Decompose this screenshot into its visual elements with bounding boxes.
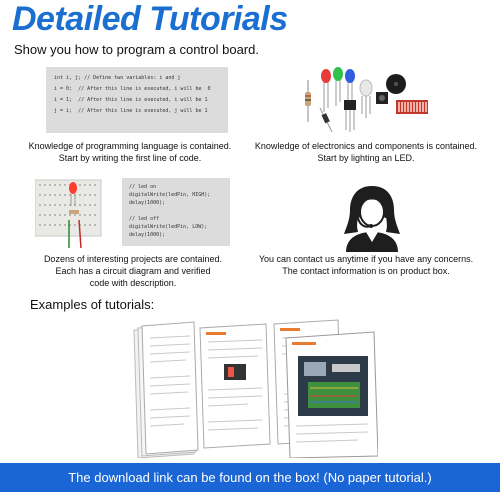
download-banner: The download link can be found on the box! (No paper tutorial.) [0, 463, 500, 492]
examples-label: Examples of tutorials: [30, 297, 155, 312]
code-line: delay(1000); [129, 232, 166, 238]
code-line: j = i; // After this line is executed, j will be 1 [54, 108, 208, 114]
caption-line: Dozens of interesting projects are contained. [43, 254, 223, 264]
breadboard-led-icon [35, 176, 115, 248]
caption-line: The contact information is on product box. [282, 266, 450, 276]
caption-line: Start by lighting an LED. [317, 153, 415, 163]
tutorial-pages-icon [128, 318, 378, 458]
code-line: int i, j; // Define two variables: i and j [54, 75, 181, 81]
page-title: Detailed Tutorials [12, 0, 288, 38]
code-line: digitalWrite(ledPin, LOW); [129, 224, 208, 230]
code-line: delay(1000); [129, 200, 166, 206]
caption-line: Knowledge of programming language is contained. [28, 141, 232, 151]
caption-programming [20, 140, 240, 164]
customer-support-icon [336, 180, 408, 252]
caption-contact [248, 253, 484, 277]
code-line: digitalWrite(ledPin, HIGH); [129, 192, 211, 198]
caption-line: Each has a circuit diagram and verified [55, 266, 211, 276]
caption-electronics [248, 140, 484, 164]
caption-projects [20, 253, 246, 289]
code-line: // led off [129, 216, 160, 222]
caption-line: code with description. [89, 278, 177, 288]
code-sample-programming [46, 67, 228, 133]
code-line: // led on [129, 184, 157, 190]
electronic-components-icon [300, 62, 450, 136]
code-line: i = 1; // After this line is executed, i will be 1 [54, 97, 208, 103]
code-sample-led [122, 178, 230, 246]
code-line: i = 0; // After this line is executed, i will be 0 [54, 86, 211, 92]
caption-line: Start by writing the first line of code. [58, 153, 202, 163]
caption-line: Knowledge of electronics and components is contained. [254, 141, 478, 151]
caption-line: You can contact us anytime if you have any concerns. [258, 254, 474, 264]
page-subtitle: Show you how to program a control board. [14, 42, 259, 57]
